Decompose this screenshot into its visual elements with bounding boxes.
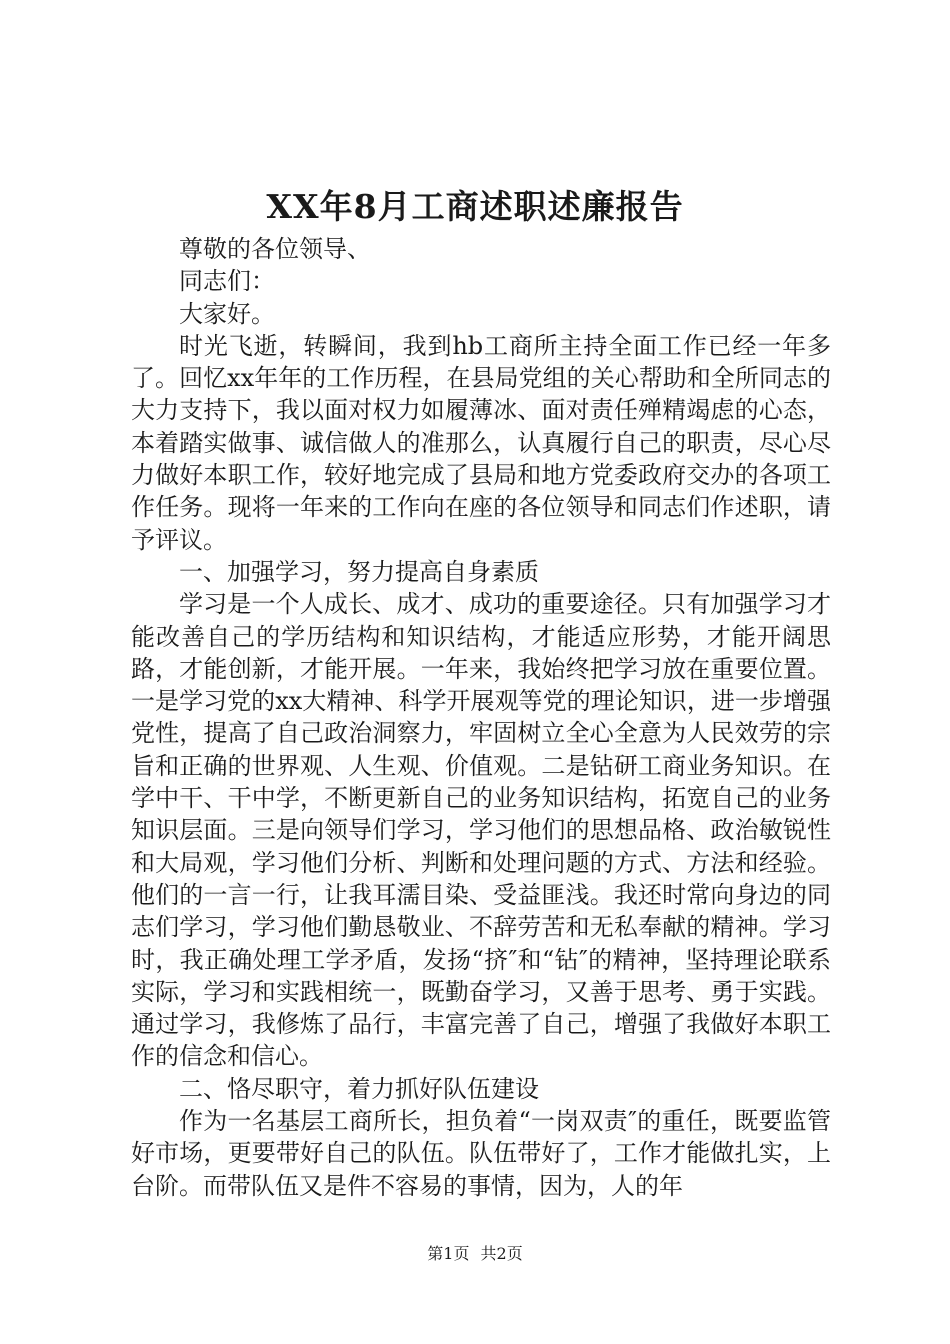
page-number: 第1页 [427,1244,470,1263]
section-heading: 二、恪尽职守，着力抓好队伍建设 [179,1074,539,1103]
greeting-line: 大家好。 [179,299,275,328]
page-total: 共2页 [480,1244,523,1263]
body-paragraph: 作为一名基层工商所长，担负着“一岗双责″的重任，既要监管好市场，更要带好自己的队伍。队伍带好了，工作才能做扎实，上台阶。而带队伍又是件不容易的事情，因为，人的年 [131,1107,831,1200]
document-title: XX年8月工商述职述廉报告 [266,187,684,226]
section-heading: 一、加强学习，努力提高自身素质 [179,557,539,586]
salutation-line: 同志们： [179,267,275,296]
body-paragraph: 学习是一个人成长、成才、成功的重要途径。只有加强学习才能改善自己的学历结构和知识结构，才能适应形势，才能开阔思路，才能创新，才能开展。一年来，我始终把学习放在重要位置。一是学习党的xx大精神、科学开展观等党的理论知识，进一步增强党性，提高了自己政治洞察力，牢固树立全心全意为人民效劳的宗旨和正确的世界观、人生观、价值观。二是钻研工商业务知识。在学中干、干中学，不断更新自己的业务知识结构，拓宽自己的业务知识层面。三是向领导们学习，学习他们的思想品格、政治敏锐性和大局观，学习他们分析、判断和处理问题的方式、方法和经验。他们的一言一行，让我耳濡目染、受益匪浅。我还时常向身边的同志们学习，学习他们勤恳敬业、不辞劳苦和无私奉献的精神。学习时，我正确处理工学矛盾，发扬“挤″和“钻″的精神，坚持理论联系实际，学习和实践相统一，既勤奋学习，又善于思考、勇于实践。通过学习，我修炼了品行，丰富完善了自己，增强了我做好本职工作的信念和信心。 [131,590,831,1071]
body-paragraph: 时光飞逝，转瞬间，我到hb工商所主持全面工作已经一年多了。回忆xx年年的工作历程，在县局党组的关心帮助和全所同志的大力支持下，我以面对权力如履薄冰、面对责任殚精竭虑的心态，本着踏实做事、诚信做人的准那么，认真履行自己的职责，尽心尽力做好本职工作，较好地完成了县局和地方党委政府交办的各项工作任务。现将一年来的工作向在座的各位领导和同志们作述职，请予评议。 [131,331,831,554]
salutation-line: 尊敬的各位领导、 [179,235,371,263]
document-body [131,233,831,1202]
page-footer [0,1242,950,1266]
